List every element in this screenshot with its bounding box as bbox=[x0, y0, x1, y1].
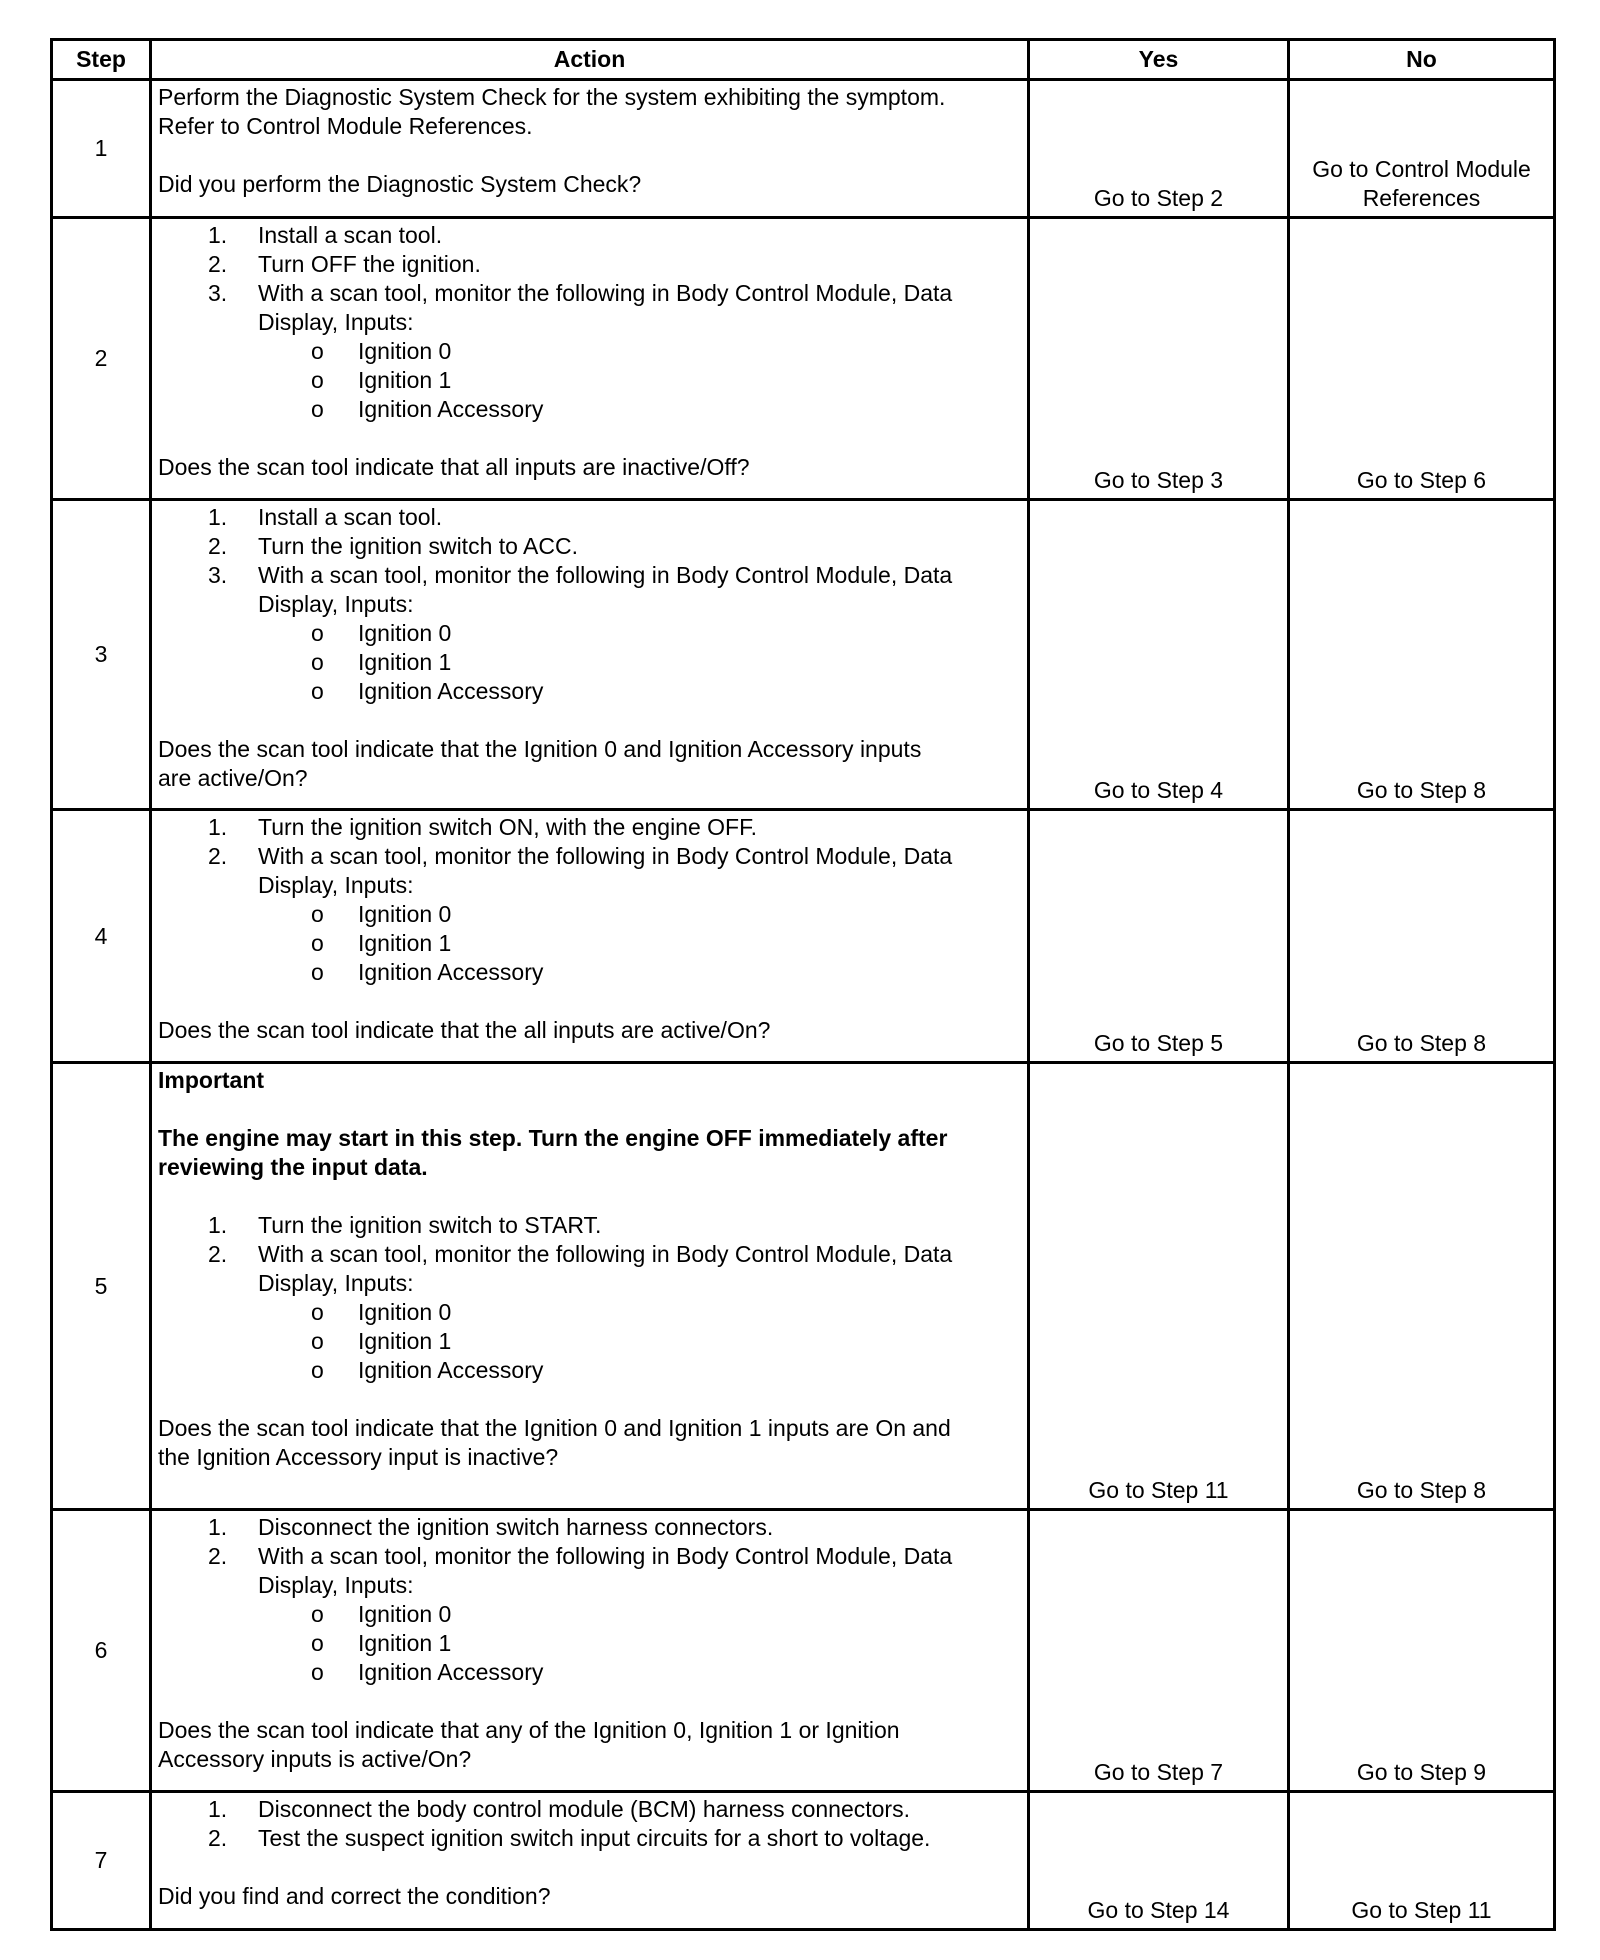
list-item: 2. Turn the ignition switch to ACC. bbox=[208, 533, 579, 559]
yes-cell: Go to Step 14 bbox=[1029, 1792, 1289, 1930]
list-item: 3. With a scan tool, monitor the following in Body Control Module, Data Display, Inputs: bbox=[208, 280, 953, 335]
bullet-item: o Ignition 0 bbox=[311, 338, 452, 364]
action-cell bbox=[151, 218, 1029, 500]
bullet-item: o Ignition Accessory bbox=[311, 396, 544, 422]
table-row bbox=[52, 1510, 1555, 1792]
question-text: Accessory inputs is active/On? bbox=[158, 1746, 472, 1772]
action-text: Perform the Diagnostic System Check for the system exhibiting the symptom. bbox=[158, 84, 946, 110]
question-text: are active/On? bbox=[158, 765, 308, 791]
question-text: Did you find and correct the condition? bbox=[158, 1883, 551, 1909]
list-item: 1. Turn the ignition switch to START. bbox=[208, 1212, 602, 1238]
question-text: Does the scan tool indicate that the Ignition 0 and Ignition Accessory inputs bbox=[158, 736, 922, 762]
action-cell bbox=[151, 1510, 1029, 1792]
warning-text: The engine may start in this step. Turn the engine OFF immediately after bbox=[158, 1125, 948, 1151]
step-number: 1 bbox=[52, 80, 151, 218]
question-text: the Ignition Accessory input is inactive? bbox=[158, 1444, 559, 1470]
no-cell bbox=[1289, 80, 1555, 218]
yes-cell: Go to Step 2 bbox=[1029, 80, 1289, 218]
action-cell bbox=[151, 500, 1029, 810]
no-cell: Go to Step 8 bbox=[1289, 810, 1555, 1063]
bullet-item: o Ignition 1 bbox=[311, 1328, 452, 1354]
header-yes: Yes bbox=[1029, 40, 1289, 80]
yes-cell: Go to Step 7 bbox=[1029, 1510, 1289, 1792]
warning-text: reviewing the input data. bbox=[158, 1154, 428, 1180]
step-number: 5 bbox=[52, 1063, 151, 1510]
list-item: 2. With a scan tool, monitor the following in Body Control Module, Data Display, Inputs: bbox=[208, 1543, 953, 1598]
list-item: 3. With a scan tool, monitor the following in Body Control Module, Data Display, Inputs: bbox=[208, 562, 953, 617]
no-text: References bbox=[1362, 185, 1481, 211]
bullet-item: o Ignition 1 bbox=[311, 367, 452, 393]
no-text: Go to Control Module bbox=[1312, 156, 1531, 182]
action-cell bbox=[151, 80, 1029, 218]
table-row bbox=[52, 500, 1555, 810]
table-row bbox=[52, 80, 1555, 218]
action-cell bbox=[151, 810, 1029, 1063]
no-cell: Go to Step 8 bbox=[1289, 500, 1555, 810]
table-row bbox=[52, 1063, 1555, 1510]
question-text: Does the scan tool indicate that the Ignition 0 and Ignition 1 inputs are On and bbox=[158, 1415, 951, 1441]
list-item: 1. Disconnect the ignition switch harness connectors. bbox=[208, 1514, 774, 1540]
bullet-item: o Ignition 1 bbox=[311, 649, 452, 675]
bullet-item: o Ignition 0 bbox=[311, 1299, 452, 1325]
header-no: No bbox=[1289, 40, 1555, 80]
step-number: 6 bbox=[52, 1510, 151, 1792]
question-text: Does the scan tool indicate that the all inputs are active/On? bbox=[158, 1017, 771, 1043]
list-item: 1. Turn the ignition switch ON, with the engine OFF. bbox=[208, 814, 757, 840]
question-text: Does the scan tool indicate that all inputs are inactive/Off? bbox=[158, 454, 750, 480]
table-row bbox=[52, 810, 1555, 1063]
action-text: Refer to Control Module References. bbox=[158, 113, 533, 139]
bullet-item: o Ignition Accessory bbox=[311, 1659, 544, 1685]
bullet-item: o Ignition Accessory bbox=[311, 1357, 544, 1383]
action-cell bbox=[151, 1792, 1029, 1930]
bullet-item: o Ignition 0 bbox=[311, 620, 452, 646]
list-item: 1. Install a scan tool. bbox=[208, 222, 443, 248]
table-row bbox=[52, 218, 1555, 500]
bullet-item: o Ignition Accessory bbox=[311, 959, 544, 985]
action-cell bbox=[151, 1063, 1029, 1510]
list-item: 2. Test the suspect ignition switch input circuits for a short to voltage. bbox=[208, 1825, 931, 1851]
list-item: 2. With a scan tool, monitor the following in Body Control Module, Data Display, Inputs: bbox=[208, 843, 953, 898]
bullet-item: o Ignition Accessory bbox=[311, 678, 544, 704]
yes-cell: Go to Step 4 bbox=[1029, 500, 1289, 810]
yes-cell: Go to Step 11 bbox=[1029, 1063, 1289, 1510]
question-text: Does the scan tool indicate that any of the Ignition 0, Ignition 1 or Ignition bbox=[158, 1717, 900, 1743]
header-step: Step bbox=[52, 40, 151, 80]
question-text: Did you perform the Diagnostic System Check? bbox=[158, 171, 642, 197]
yes-cell: Go to Step 5 bbox=[1029, 810, 1289, 1063]
no-cell: Go to Step 6 bbox=[1289, 218, 1555, 500]
list-item: 1. Install a scan tool. bbox=[208, 504, 443, 530]
bullet-item: o Ignition 0 bbox=[311, 1601, 452, 1627]
step-number: 7 bbox=[52, 1792, 151, 1930]
list-item: 2. With a scan tool, monitor the following in Body Control Module, Data Display, Inputs: bbox=[208, 1241, 953, 1296]
bullet-item: o Ignition 1 bbox=[311, 930, 452, 956]
no-cell: Go to Step 8 bbox=[1289, 1063, 1555, 1510]
list-item: 2. Turn OFF the ignition. bbox=[208, 251, 481, 277]
bullet-item: o Ignition 1 bbox=[311, 1630, 452, 1656]
no-cell: Go to Step 9 bbox=[1289, 1510, 1555, 1792]
important-label: Important bbox=[158, 1067, 265, 1093]
diagnostic-table bbox=[50, 38, 1556, 1931]
bullet-item: o Ignition 0 bbox=[311, 901, 452, 927]
header-action: Action bbox=[151, 40, 1029, 80]
step-number: 3 bbox=[52, 500, 151, 810]
no-cell: Go to Step 11 bbox=[1289, 1792, 1555, 1930]
list-item: 1. Disconnect the body control module (BCM) harness connectors. bbox=[208, 1796, 910, 1822]
table-row bbox=[52, 1792, 1555, 1930]
yes-cell: Go to Step 3 bbox=[1029, 218, 1289, 500]
step-number: 4 bbox=[52, 810, 151, 1063]
header-row bbox=[52, 40, 1555, 80]
step-number: 2 bbox=[52, 218, 151, 500]
